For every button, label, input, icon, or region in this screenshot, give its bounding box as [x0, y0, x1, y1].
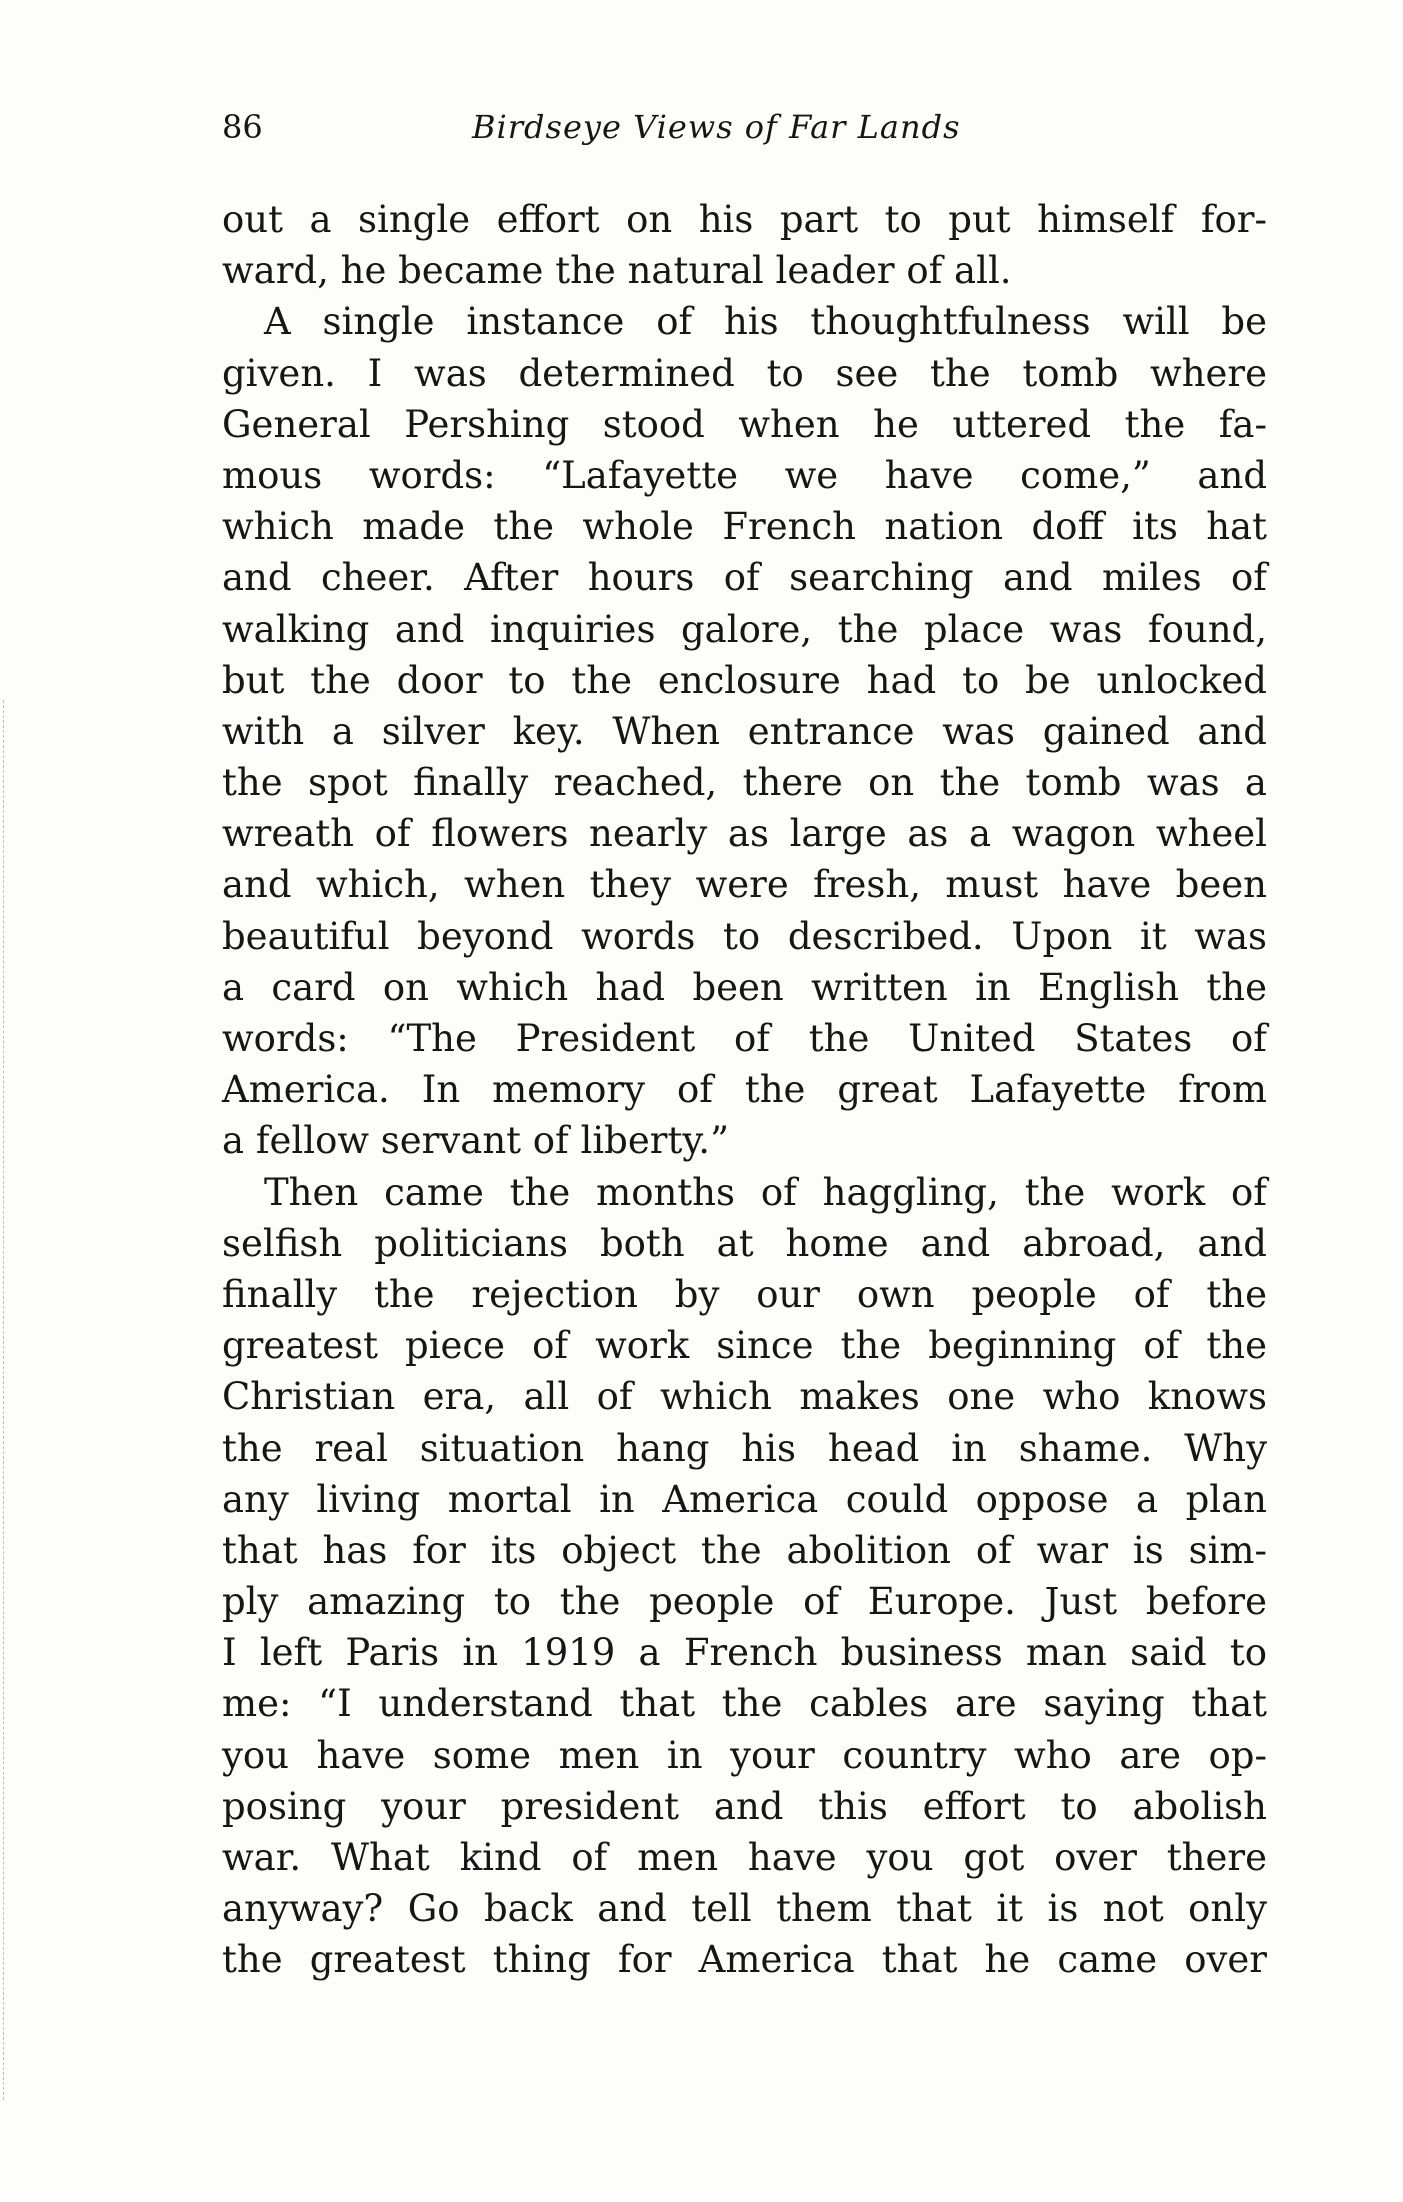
- text-line: greatest piece of work since the beginning of the: [222, 1324, 1267, 1368]
- text-line: war. What kind of men have you got over there: [222, 1836, 1267, 1879]
- text-line: anyway? Go back and tell them that it is not only: [222, 1887, 1267, 1931]
- text-line: with a silver key. When entrance was gained and: [222, 709, 1267, 753]
- text-line: posing your president and this effort to abolish: [222, 1784, 1267, 1828]
- text-line: out a single effort on his part to put himself for-: [222, 198, 1267, 241]
- text-line: which made the whole French nation doff its hat: [222, 505, 1267, 549]
- text-line: and cheer. After hours of searching and miles of: [222, 556, 1267, 600]
- text-line: Then came the months of haggling, the work of: [264, 1170, 1267, 1214]
- text-line: a fellow servant of liberty.”: [222, 1119, 729, 1163]
- text-line: any living mortal in America could oppose a plan: [222, 1477, 1267, 1521]
- text-line: the real situation hang his head in shame. Why: [222, 1426, 1267, 1470]
- text-line: beautiful beyond words to described. Upon it was: [222, 914, 1267, 958]
- text-line: you have some men in your country who are op-: [222, 1733, 1267, 1777]
- body-text: [222, 194, 1267, 1986]
- text-line: wreath of flowers nearly as large as a wagon wheel: [222, 812, 1267, 856]
- page-header: [222, 108, 1267, 152]
- text-line: the spot finally reached, there on the tomb was a: [222, 761, 1267, 805]
- text-line: finally the rejection by our own people of the: [222, 1272, 1267, 1316]
- text-line: General Pershing stood when he uttered the fa-: [222, 402, 1267, 446]
- text-line: walking and inquiries galore, the place was found,: [222, 607, 1267, 651]
- page-edge-divider: [3, 700, 5, 2100]
- text-line: words: “The President of the United States of: [222, 1017, 1267, 1060]
- text-line: a card on which had been written in English the: [222, 965, 1267, 1009]
- text-line: Christian era, all of which makes one who knows: [222, 1375, 1267, 1419]
- text-line: given. I was determined to see the tomb where: [222, 351, 1267, 395]
- text-line: A single instance of his thoughtfulness will be: [264, 300, 1267, 344]
- running-title: Birdseye Views of Far Lands: [472, 108, 961, 146]
- text-line: America. In memory of the great Lafayette from: [222, 1068, 1267, 1112]
- text-line: but the door to the enclosure had to be unlocked: [222, 658, 1267, 702]
- text-line: me: “I understand that the cables are saying that: [222, 1682, 1267, 1726]
- text-line: and which, when they were fresh, must have been: [222, 863, 1267, 907]
- text-line: selfish politicians both at home and abroad, and: [222, 1221, 1267, 1265]
- text-line: the greatest thing for America that he came over: [222, 1938, 1267, 1982]
- page-number: 86: [222, 108, 263, 146]
- text-line: mous words: “Lafayette we have come,” and: [222, 453, 1267, 497]
- text-line: ply amazing to the people of Europe. Just before: [222, 1580, 1267, 1624]
- text-line: ward, he became the natural leader of all.: [222, 249, 1012, 293]
- text-line: that has for its object the abolition of war is sim-: [222, 1528, 1267, 1572]
- text-line: I left Paris in 1919 a French business man said to: [222, 1631, 1267, 1675]
